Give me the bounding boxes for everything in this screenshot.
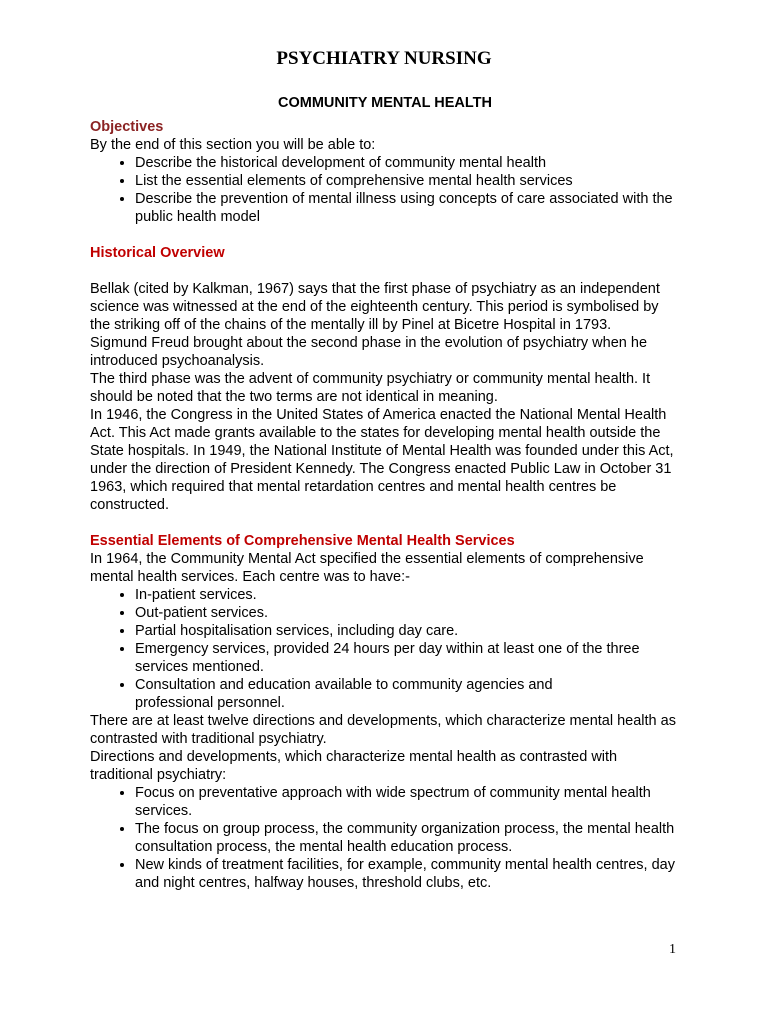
page-number: 1 — [669, 942, 676, 957]
essential-intro: In 1964, the Community Mental Act specified the essential elements of comprehensive mental health services. Each centre was to have:- — [90, 551, 644, 585]
historical-heading: Historical Overview — [90, 245, 225, 261]
list-item: • List the essential elements of comprehensive mental health services — [135, 172, 680, 190]
essential-heading: Essential Elements of Comprehensive Mental Health Services — [90, 533, 515, 549]
document-body — [90, 94, 680, 892]
objectives-list — [90, 154, 680, 226]
list-item: • Out-patient services. — [135, 604, 680, 622]
objectives-heading: Objectives — [90, 119, 164, 135]
section-subtitle: COMMUNITY MENTAL HEALTH — [278, 95, 492, 111]
document-title: PSYCHIATRY NURSING — [276, 48, 492, 69]
list-item: • In-patient services. — [135, 586, 680, 604]
list-item: • Describe the historical development of community mental health — [135, 154, 680, 172]
services-list — [90, 586, 680, 712]
list-item: • Partial hospitalisation services, including day care. — [135, 622, 680, 640]
list-item: • Emergency services, provided 24 hours per day within at least one of the three services mentioned. — [135, 640, 680, 676]
list-item: • New kinds of treatment facilities, for example, community mental health centres, day and night centres, halfway houses, threshold clubs, etc. — [135, 856, 680, 892]
list-item: • Focus on preventative approach with wide spectrum of community mental health services. — [135, 784, 680, 820]
list-item: • The focus on group process, the community organization process, the mental health consultation process, the mental health education process. — [135, 820, 680, 856]
paragraph: Directions and developments, which characterize mental health as contrasted with traditional psychiatry: — [90, 749, 618, 783]
paragraph: In 1946, the Congress in the United States of America enacted the National Mental Health Act. This Act made grants available to the states for developing mental health outside the State hospitals. In 1949, the National Institute of Mental Health was founded under this Act, under the direction of President Kennedy. The Congress enacted Public Law in October 31 1963, which required that mental retardation centres and mental health centres be constructed. — [90, 407, 674, 513]
directions-list — [90, 784, 680, 892]
paragraph: Bellak (cited by Kalkman, 1967) says that the first phase of psychiatry as an independent science was witnessed at the end of the eighteenth century. This period is symbolised by the striking off of the chains of the mentally ill by Pinel at Bicetre Hospital in 1793. — [90, 281, 660, 333]
list-item: • Describe the prevention of mental illness using concepts of care associated with the public health model — [135, 190, 680, 226]
paragraph: There are at least twelve directions and developments, which characterize mental health as contrasted with traditional psychiatry. — [90, 713, 676, 747]
paragraph: The third phase was the advent of community psychiatry or community mental health. It should be noted that the two terms are not identical in meaning. — [90, 371, 651, 405]
paragraph: Sigmund Freud brought about the second phase in the evolution of psychiatry when he introduced psychoanalysis. — [90, 335, 648, 369]
objectives-intro: By the end of this section you will be able to: — [90, 137, 376, 153]
list-item: • Consultation and education available to community agencies and professional personnel. — [135, 676, 680, 712]
